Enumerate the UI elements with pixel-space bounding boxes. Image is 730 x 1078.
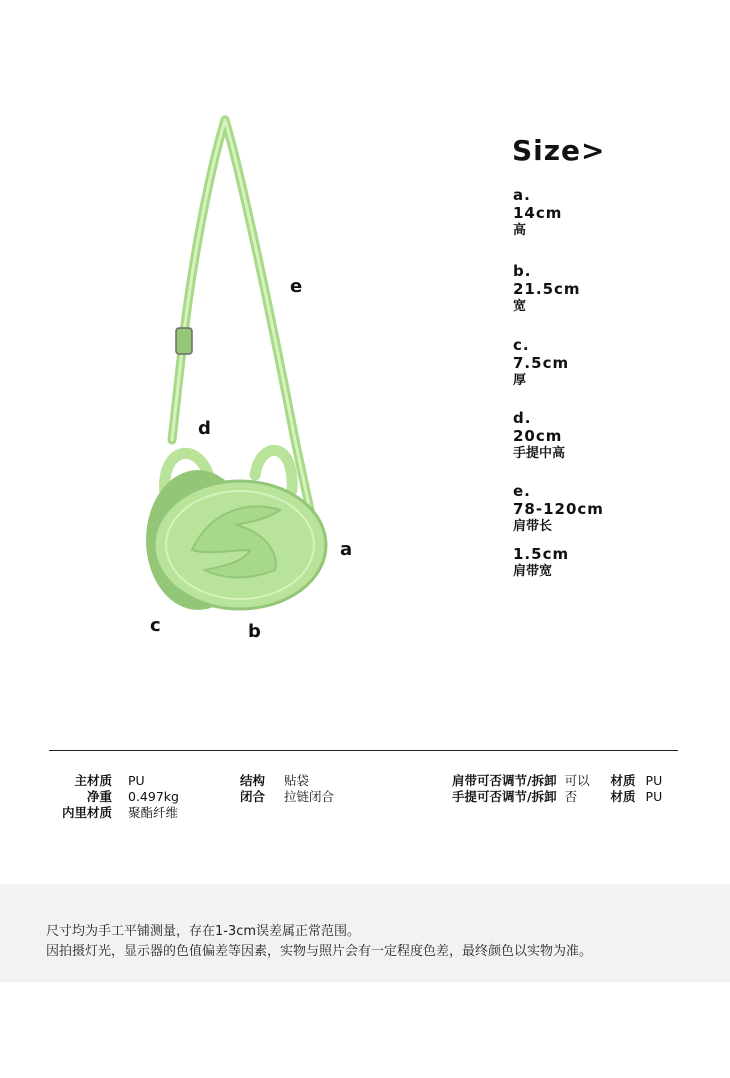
attr-value: 可以: [564, 773, 590, 788]
spec-desc: 宽: [513, 299, 527, 314]
spec-e: [513, 482, 604, 536]
attr-key: 手提可否调节/拆卸: [452, 789, 557, 804]
attr-key: 闭合: [240, 789, 266, 804]
spec-value: 21.5cm: [513, 280, 581, 298]
shoulder-strap: [172, 120, 225, 440]
attr-key: 主材质: [74, 773, 112, 788]
material-value: PU: [645, 789, 663, 804]
spec-letter: a.: [513, 186, 531, 204]
footer-notes: [0, 884, 730, 982]
spec-desc: 高: [513, 223, 527, 238]
spec-value: 20cm: [513, 427, 563, 445]
spec-strap-width: [513, 545, 569, 581]
footer-note-1: 尺寸均为手工平铺测量，存在1-3cm误差属正常范围。: [46, 924, 361, 939]
spec-desc: 肩带宽: [513, 564, 553, 579]
label-b: b: [248, 621, 261, 642]
footer-note-2: 因拍摄灯光，显示器的色值偏差等因素，实物与照片会有一定程度色差，最终颜色以实物为准。: [46, 944, 593, 959]
spec-letter: e.: [513, 482, 531, 500]
product-image: [130, 110, 330, 620]
strap-buckle: [176, 328, 192, 354]
attr-value: PU: [128, 773, 145, 788]
spec-value: 14cm: [513, 204, 563, 222]
spec-desc: 手提中高: [513, 446, 566, 461]
spec-d: [513, 409, 565, 463]
label-d: d: [198, 418, 211, 439]
attr-key: 结构: [240, 773, 266, 788]
spec-value: 1.5cm: [513, 545, 570, 563]
label-a: a: [340, 539, 353, 560]
size-title: Size>: [512, 134, 606, 167]
spec-letter: c.: [513, 336, 530, 354]
attr-key: 净重: [86, 789, 112, 804]
attr-col-2: [240, 773, 334, 805]
spec-desc: 厚: [513, 373, 527, 388]
attr-value: 0.497kg: [128, 789, 179, 804]
spec-value: 7.5cm: [513, 354, 570, 372]
material-key: 材质: [610, 773, 636, 788]
label-c: c: [150, 615, 161, 636]
attr-col-3: [452, 773, 662, 805]
attr-key: 肩带可否调节/拆卸: [452, 773, 557, 788]
attr-key: 内里材质: [61, 805, 112, 820]
spec-desc: 肩带长: [513, 519, 553, 534]
material-key: 材质: [610, 789, 636, 804]
spec-value: 78-120cm: [513, 500, 604, 518]
spec-letter: d.: [513, 409, 532, 427]
label-e: e: [290, 276, 303, 297]
spec-b: [513, 262, 581, 316]
attr-value: 聚酯纤维: [128, 805, 179, 820]
spec-a: [513, 186, 562, 240]
attr-value: 否: [564, 789, 578, 804]
spec-letter: b.: [513, 262, 532, 280]
attr-value: 贴袋: [284, 773, 310, 788]
spec-c: [513, 336, 569, 390]
attr-value: 拉链闭合: [284, 789, 335, 804]
material-value: PU: [645, 773, 663, 788]
divider: [49, 750, 678, 751]
attr-col-1: [40, 773, 179, 821]
